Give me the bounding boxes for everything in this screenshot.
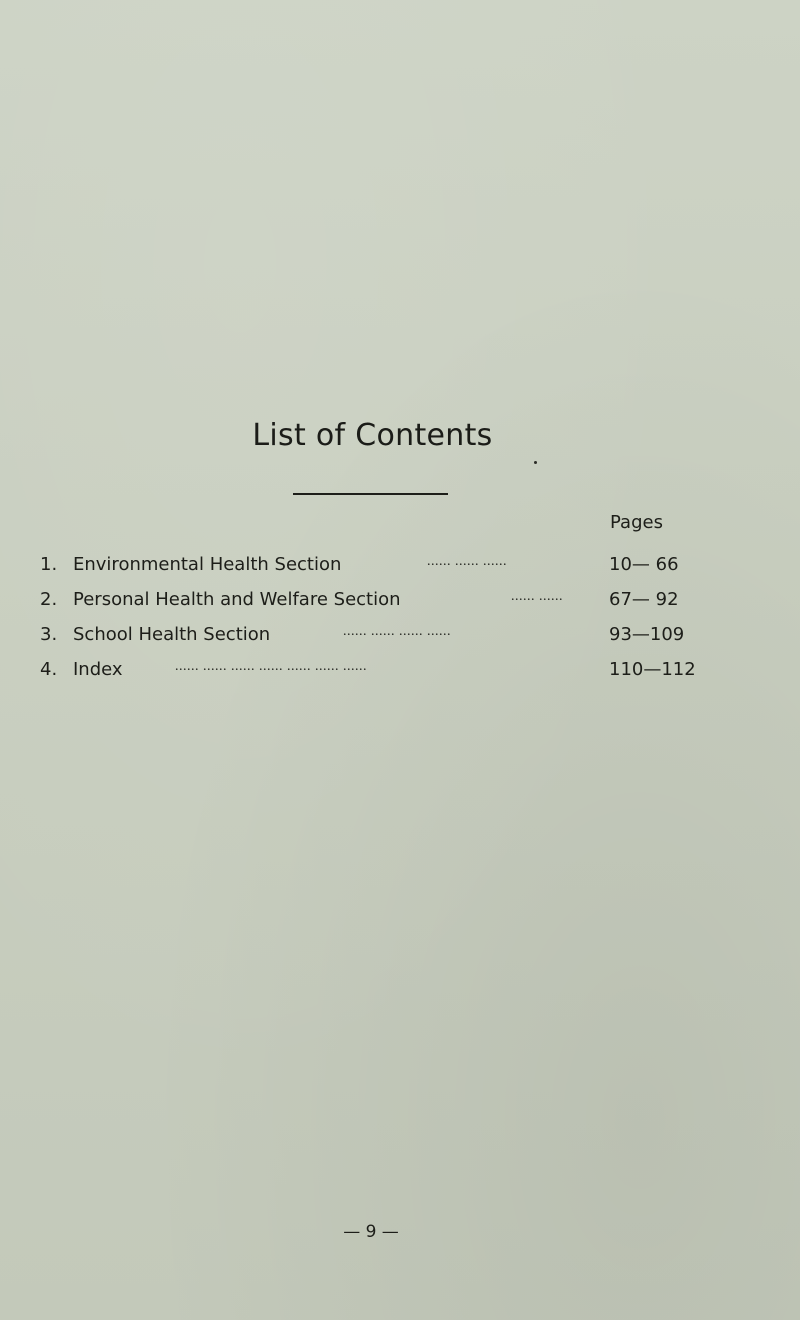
contents-entry <box>0 545 800 580</box>
entry-pages: 67— 92 <box>609 589 679 610</box>
entry-label: Personal Health and Welfare Section <box>73 589 401 610</box>
dot-leader: ...... ...... ...... <box>427 554 507 569</box>
ink-speck <box>534 461 537 464</box>
entry-number: 4. <box>40 659 58 680</box>
entry-label: School Health Section <box>73 624 271 645</box>
entry-pages: 10— 66 <box>609 554 679 575</box>
dot-leader: ...... ...... <box>511 589 563 604</box>
contents-entry <box>0 650 800 685</box>
contents-list <box>0 545 800 685</box>
dot-leader: ...... ...... ...... ...... ...... ...... ...... <box>175 659 367 674</box>
contents-entry <box>0 615 800 650</box>
entry-pages: 93—109 <box>609 624 685 645</box>
entry-label: Index <box>73 659 123 680</box>
contents-entry <box>0 580 800 615</box>
entry-number: 3. <box>40 624 58 645</box>
entry-label: Environmental Health Section <box>73 554 342 575</box>
entry-number: 2. <box>40 589 58 610</box>
page-number: — 9 — <box>343 1222 399 1242</box>
pages-column-header: Pages <box>610 512 663 533</box>
entry-pages: 110—112 <box>609 659 696 680</box>
entry-number: 1. <box>40 554 58 575</box>
page-title: List of Contents <box>252 418 493 453</box>
dot-leader: ...... ...... ...... ...... <box>343 624 451 639</box>
title-rule <box>293 493 448 495</box>
